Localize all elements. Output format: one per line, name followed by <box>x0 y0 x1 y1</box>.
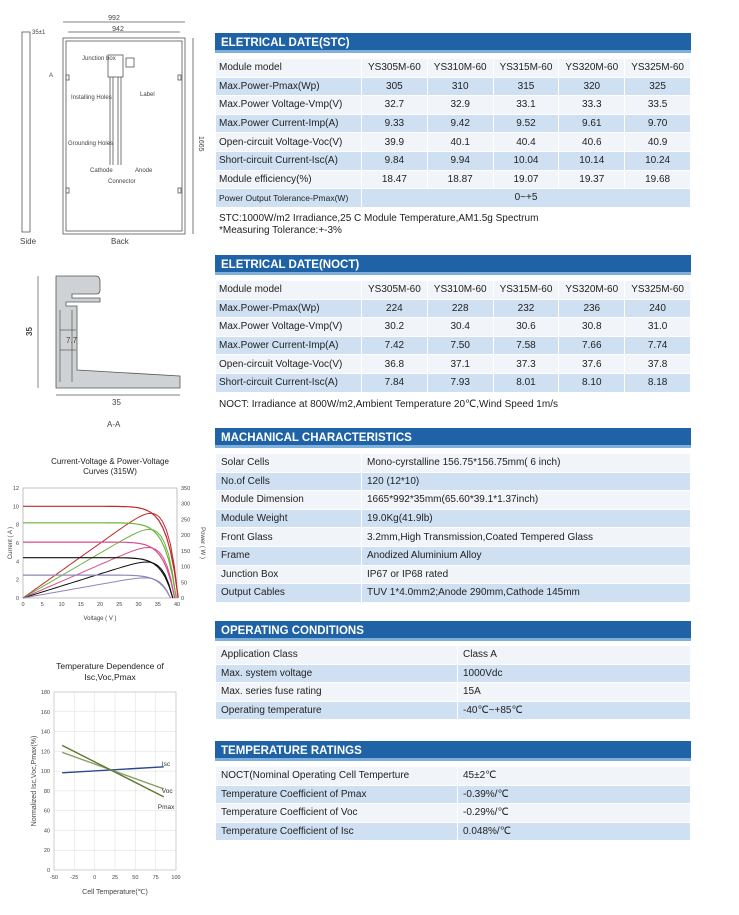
table-cell: 120 (12*10) <box>362 472 691 491</box>
y2-tick-label: 0 <box>181 596 185 602</box>
row-label: Open-circuit Voltage-Voc(V) <box>216 355 362 374</box>
table-cell: 10.04 <box>493 151 559 170</box>
mech-header: MACHANICAL CHARACTERISTICS <box>215 428 691 448</box>
table-row <box>216 822 691 841</box>
noct-table <box>215 280 691 393</box>
y-tick-label: 2 <box>15 577 19 584</box>
table-cell: 320 <box>559 77 625 96</box>
label-cathode: Cathode <box>90 168 113 174</box>
x-axis-label: Voltage ( V ) <box>83 616 117 622</box>
table-row <box>216 170 691 189</box>
column-header: YS305M-60 <box>362 59 428 78</box>
table-row <box>216 189 691 208</box>
label-ground: Grounding Holes <box>68 141 114 147</box>
table-cell: 0~+5 <box>362 189 691 208</box>
row-label: Max.Power-Pmax(Wp) <box>216 299 362 318</box>
module-drawing <box>0 0 205 250</box>
row-label: NOCT(Nominal Operating Cell Temperture <box>216 767 458 786</box>
x-tick-label: 35 <box>154 602 161 608</box>
y2-tick-label: 350 <box>181 486 191 492</box>
row-label: Max.Power Voltage-Vmp(V) <box>216 318 362 337</box>
table-cell: 10.14 <box>559 151 625 170</box>
x-tick-label: 5 <box>40 602 44 608</box>
table-cell: 8.10 <box>559 373 625 392</box>
table-cell: 33.3 <box>559 96 625 115</box>
table-cell: 45±2℃ <box>458 767 691 786</box>
y-tick-label: 4 <box>15 559 19 566</box>
table-cell: TUV 1*4.0mm2;Anode 290mm,Cathode 145mm <box>362 584 691 603</box>
x-tick-label: 50 <box>132 875 139 881</box>
series-label: Voc <box>161 787 173 795</box>
table-cell: 30.8 <box>559 318 625 337</box>
row-label: Frame <box>216 546 362 565</box>
table-cell: 39.9 <box>362 133 428 152</box>
table-cell: 9.42 <box>427 114 493 133</box>
y-tick-label: 0 <box>46 868 50 874</box>
table-cell: 40.1 <box>427 133 493 152</box>
label-label: Label <box>140 92 155 98</box>
table-cell: 7.93 <box>427 373 493 392</box>
y-tick-label: 80 <box>43 788 50 795</box>
pv-curve-3 <box>23 562 173 598</box>
column-header: YS310M-60 <box>427 281 493 300</box>
row-label: Temperature Coefficient of Isc <box>216 822 458 841</box>
table-cell: 3.2mm,High Transmission,Coated Tempered Glass <box>362 528 691 547</box>
y-tick-label: 20 <box>43 848 50 855</box>
x-tick-label: -25 <box>70 875 79 881</box>
column-header: YS305M-60 <box>362 281 428 300</box>
row-label: Application Class <box>216 646 458 665</box>
table-row <box>216 355 691 374</box>
table-row <box>216 491 691 510</box>
table-cell: 315 <box>493 77 559 96</box>
column-header: YS325M-60 <box>625 281 691 300</box>
row-label: Operating temperature <box>216 701 458 720</box>
column-header: Module model <box>216 281 362 300</box>
table-cell: IP67 or IP68 rated <box>362 565 691 584</box>
x-tick-label: -50 <box>50 875 58 881</box>
y-tick-label: 120 <box>40 749 50 756</box>
column-header: YS325M-60 <box>625 59 691 78</box>
table-cell: 15A <box>458 683 691 702</box>
x-tick-label: 20 <box>96 602 104 608</box>
column-header: YS320M-60 <box>559 281 625 300</box>
row-label: Solar Cells <box>216 454 362 473</box>
table-cell: -0.29%/℃ <box>458 804 691 823</box>
table-cell: 9.52 <box>493 114 559 133</box>
row-label: Module Weight <box>216 509 362 528</box>
table-cell: 18.47 <box>362 170 428 189</box>
table-cell: 32.7 <box>362 96 428 115</box>
table-cell: 40.6 <box>559 133 625 152</box>
frame-section-drawing <box>20 270 190 430</box>
table-cell: 9.84 <box>362 151 428 170</box>
y2-tick-label: 150 <box>181 548 191 555</box>
table-cell: 30.6 <box>493 318 559 337</box>
table-cell: 224 <box>362 299 428 318</box>
column-header: YS315M-60 <box>493 59 559 78</box>
row-label: Temperature Coefficient of Pmax <box>216 785 458 804</box>
table-cell: 310 <box>427 77 493 96</box>
table-row <box>216 133 691 152</box>
op-table <box>215 645 691 720</box>
y-tick-label: 60 <box>43 808 50 815</box>
y2-axis-label: Power ( W ) <box>199 527 205 559</box>
row-label: Output Cables <box>216 584 362 603</box>
table-cell: 8.01 <box>493 373 559 392</box>
temp-header: TEMPERATURE RATINGS <box>215 741 691 761</box>
side-view <box>22 32 30 232</box>
table-cell: 240 <box>625 299 691 318</box>
table-cell: 9.61 <box>559 114 625 133</box>
table-row <box>216 546 691 565</box>
x-tick-label: 30 <box>135 602 142 608</box>
table-row <box>216 151 691 170</box>
column-header: Module model <box>216 59 362 78</box>
table-cell: 37.6 <box>559 355 625 374</box>
table-cell: 7.74 <box>625 336 691 355</box>
table-cell: 325 <box>625 77 691 96</box>
table-row <box>216 373 691 392</box>
table-cell: 1665*992*35mm(65.60*39.1*1.37inch) <box>362 491 691 510</box>
y-tick-label: 40 <box>43 828 50 835</box>
table-row <box>216 664 691 683</box>
label-junction: Junction box <box>82 56 116 62</box>
label-install: Installing Holes <box>71 95 112 101</box>
table-cell: 7.50 <box>427 336 493 355</box>
table-row <box>216 584 691 603</box>
x-tick-label: 25 <box>116 602 123 608</box>
y-tick-label: 12 <box>12 486 19 492</box>
table-cell: 7.84 <box>362 373 428 392</box>
table-row <box>216 683 691 702</box>
table-cell: 19.0Kg(41.9lb) <box>362 509 691 528</box>
stc-table <box>215 58 691 208</box>
dim-height: 1665 <box>197 136 204 152</box>
table-cell: 40.4 <box>493 133 559 152</box>
table-cell: 18.87 <box>427 170 493 189</box>
iv-chart-title: Current-Voltage & Power-Voltage Curves (315W) <box>51 457 169 476</box>
label-side: Side <box>20 237 37 246</box>
label-back: Back <box>111 237 129 246</box>
stc-note: STC:1000W/m2 Irradiance,25 C Module Temperature,AM1.5g Spectrum <box>219 213 539 224</box>
table-cell: 9.70 <box>625 114 691 133</box>
row-label: Short-circuit Current-Isc(A) <box>216 373 362 392</box>
y-axis-label: Current ( A ) <box>8 526 14 560</box>
label-connector: Connector <box>108 179 136 185</box>
label-anode: Anode <box>135 168 153 174</box>
table-cell: 7.42 <box>362 336 428 355</box>
dim-35b: 35 <box>112 398 121 407</box>
pv-curve-0 <box>23 513 178 598</box>
temp-table <box>215 766 691 841</box>
y2-tick-label: 300 <box>181 501 191 508</box>
y-tick-label: 0 <box>15 596 19 602</box>
x-tick-label: 100 <box>171 875 181 881</box>
x-tick-label: 25 <box>111 875 119 881</box>
y-tick-label: 10 <box>12 504 19 511</box>
table-cell: 0.048%/℃ <box>458 822 691 841</box>
table-cell: 37.3 <box>493 355 559 374</box>
table-cell: 30.4 <box>427 318 493 337</box>
x-tick-label: 0 <box>93 875 97 881</box>
row-label: Junction Box <box>216 565 362 584</box>
table-row <box>216 299 691 318</box>
row-label: Max.Power Current-Imp(A) <box>216 336 362 355</box>
row-label: Temperature Coefficient of Voc <box>216 804 458 823</box>
row-label: Front Glass <box>216 528 362 547</box>
table-cell: 305 <box>362 77 428 96</box>
table-row <box>216 785 691 804</box>
table-row <box>216 528 691 547</box>
table-row <box>216 767 691 786</box>
table-cell: 8.18 <box>625 373 691 392</box>
table-cell: 37.1 <box>427 355 493 374</box>
row-label: Max. series fuse rating <box>216 683 458 702</box>
table-cell: 30.2 <box>362 318 428 337</box>
temp-chart-title: Temperature Dependence of Isc,Voc,Pmax <box>56 661 164 682</box>
y-tick-label: 100 <box>40 769 50 776</box>
row-label: Short-circuit Current-Isc(A) <box>216 151 362 170</box>
table-cell: 236 <box>559 299 625 318</box>
table-row <box>216 565 691 584</box>
y-axis-label: Normalized Isc,Voc,Pmax(%) <box>31 735 38 827</box>
stc-header: ELETRICAL DATE(STC) <box>215 33 691 53</box>
row-label: Module Dimension <box>216 491 362 510</box>
table-cell: 232 <box>493 299 559 318</box>
row-label: No.of Cells <box>216 472 362 491</box>
noct-header: ELETRICAL DATE(NOCT) <box>215 255 691 275</box>
table-cell: 33.5 <box>625 96 691 115</box>
x-tick-label: 0 <box>21 602 25 608</box>
stc-tolerance-note: *Measuring Tolerance:+-3% <box>219 225 342 236</box>
table-cell: 10.24 <box>625 151 691 170</box>
column-header: YS320M-60 <box>559 59 625 78</box>
y-tick-label: 180 <box>40 690 50 696</box>
table-cell: 32.9 <box>427 96 493 115</box>
temp-chart <box>0 686 210 901</box>
table-row <box>216 472 691 491</box>
table-cell: 1000Vdc <box>458 664 691 683</box>
table-cell: 40.9 <box>625 133 691 152</box>
table-cell: -0.39%/℃ <box>458 785 691 804</box>
table-cell: 19.37 <box>559 170 625 189</box>
dim-35: 35 <box>25 327 34 336</box>
row-label: Open-circuit Voltage-Voc(V) <box>216 133 362 152</box>
table-row <box>216 114 691 133</box>
table-cell: 31.0 <box>625 318 691 337</box>
table-cell: 228 <box>427 299 493 318</box>
table-row <box>216 318 691 337</box>
noct-note: NOCT: Irradiance at 800W/m2,Ambient Temperature 20℃,Wind Speed 1m/s <box>219 399 558 410</box>
row-label: Module efficiency(%) <box>216 170 362 189</box>
x-tick-label: 15 <box>77 602 84 608</box>
mech-table <box>215 453 691 603</box>
table-cell: Anodized Aluminium Alloy <box>362 546 691 565</box>
table-cell: 19.07 <box>493 170 559 189</box>
row-label: Max.Power Current-Imp(A) <box>216 114 362 133</box>
table-row <box>216 59 691 78</box>
y2-tick-label: 200 <box>181 533 191 540</box>
x-tick-label: 10 <box>58 602 65 608</box>
iv-chart <box>5 478 210 623</box>
table-cell: 37.8 <box>625 355 691 374</box>
table-cell: 9.33 <box>362 114 428 133</box>
row-label: Max.Power-Pmax(Wp) <box>216 77 362 96</box>
dim-small: 35±1 <box>32 30 46 36</box>
x-tick-label: 75 <box>152 875 159 881</box>
column-header: YS310M-60 <box>427 59 493 78</box>
table-row <box>216 509 691 528</box>
x-tick-label: 40 <box>173 602 181 608</box>
y2-tick-label: 250 <box>181 517 191 524</box>
table-row <box>216 646 691 665</box>
row-label: Max. system voltage <box>216 664 458 683</box>
back-view <box>63 38 185 234</box>
table-cell: 33.1 <box>493 96 559 115</box>
y2-tick-label: 50 <box>181 580 188 587</box>
table-row <box>216 804 691 823</box>
y-tick-label: 8 <box>15 522 19 529</box>
dim-inner: 942 <box>112 26 124 33</box>
table-cell: 7.58 <box>493 336 559 355</box>
table-cell: -40℃~+85℃ <box>458 701 691 720</box>
table-cell: Mono-cyrstalline 156.75*156.75mm( 6 inch) <box>362 454 691 473</box>
table-row <box>216 96 691 115</box>
series-label: Isc <box>161 760 171 768</box>
dim-width: 992 <box>108 15 120 22</box>
table-cell: 19.68 <box>625 170 691 189</box>
row-label: Power Output Tolerance-Pmax(W) <box>216 189 362 208</box>
table-row <box>216 77 691 96</box>
table-cell: 9.94 <box>427 151 493 170</box>
dim-77: 7.7 <box>66 336 78 345</box>
row-label: Max.Power Voltage-Vmp(V) <box>216 96 362 115</box>
y-tick-label: 140 <box>40 729 50 736</box>
table-row <box>216 701 691 720</box>
iv-curve-1 <box>23 523 176 598</box>
iv-curve-2 <box>23 542 175 598</box>
y2-tick-label: 100 <box>181 564 191 571</box>
x-axis-label: Cell Temperature(℃) <box>82 889 148 896</box>
table-cell: 7.66 <box>559 336 625 355</box>
table-row <box>216 454 691 473</box>
op-header: OPERATING CONDITIONS <box>215 621 691 641</box>
table-row <box>216 281 691 300</box>
y-tick-label: 160 <box>40 709 50 716</box>
label-a: A <box>49 73 54 79</box>
table-cell: 36.8 <box>362 355 428 374</box>
y-tick-label: 6 <box>15 541 19 547</box>
section-label: A-A <box>107 420 121 429</box>
series-label: Pmax <box>157 803 175 811</box>
table-cell: Class A <box>458 646 691 665</box>
table-row <box>216 336 691 355</box>
column-header: YS315M-60 <box>493 281 559 300</box>
